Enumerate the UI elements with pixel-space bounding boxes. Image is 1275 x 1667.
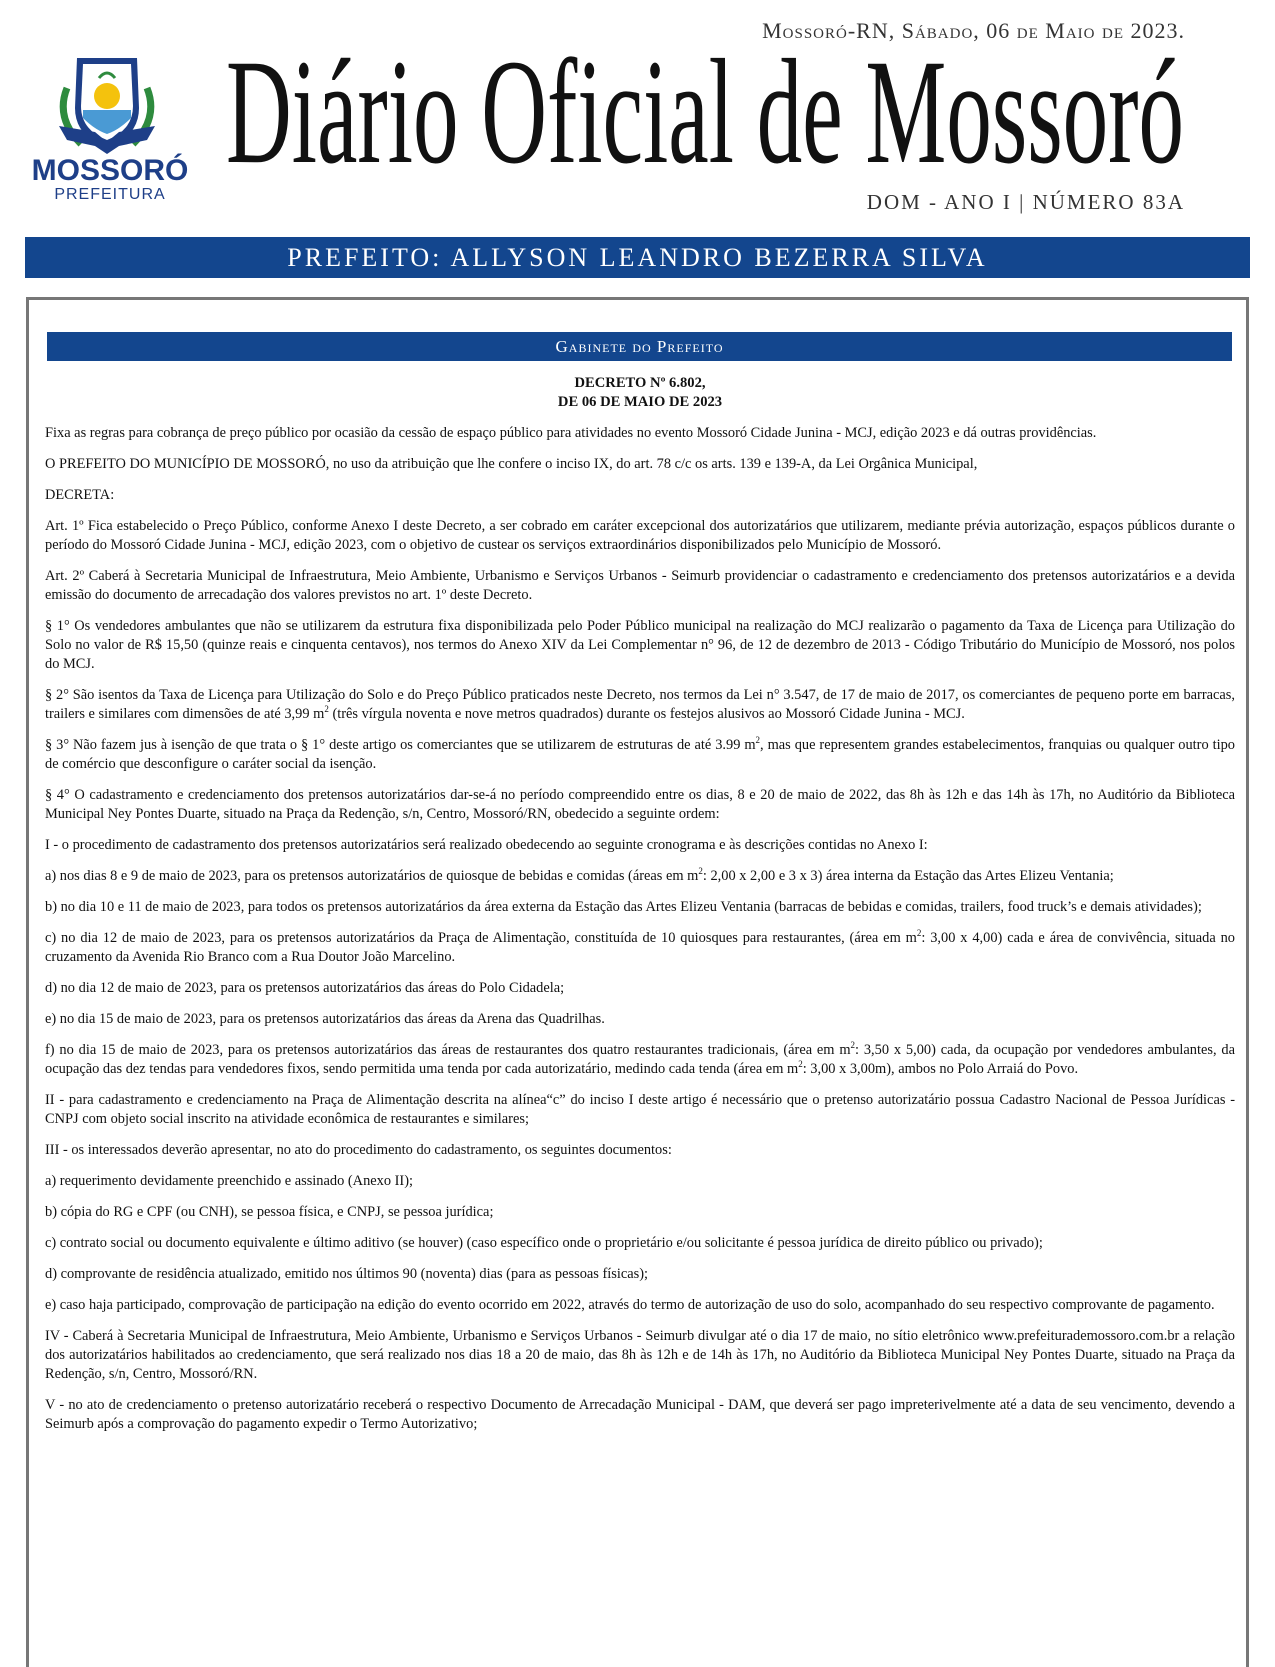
item-V: V - no ato de credenciamento o pretenso autorizatário receberá o respectivo Documento de Arrecadação Municipal - DAM, que deverá ser pago impreterivelmente até a data de seu vencimento, devendo a Seimurb após a comprovação do pagamento expedir o Termo Autorizativo; [45, 1397, 1235, 1432]
mayor-banner: PREFEITO: ALLYSON LEANDRO BEZERRA SILVA [25, 237, 1250, 278]
item-III-e: e) caso haja participado, comprovação de participação na edição do evento ocorrido em 2022, através do termo de autorização de uso do solo, acompanhado do seu respectivo comprovante de pagamento. [45, 1297, 1215, 1313]
issue-date: Mossoró-RN, Sábado, 06 de Maio de 2023. [762, 18, 1185, 43]
item-III: III - os interessados deverão apresentar, no ato do procedimento do cadastramento, os seguintes documentos: [45, 1142, 672, 1158]
article-1: Art. 1º Fica estabelecido o Preço Público, conforme Anexo I deste Decreto, a ser cobrado em caráter excepcional dos autorizatários que utilizarem, mediante prévia autorização, espaços públicos durante o período do Mossoró Cidade Junina - MCJ, edição 2023, com o objetivo de custear os serviços extraordinários disponibilizados pelo Município de Mossoró. [45, 518, 1235, 553]
decree-title [45, 374, 1235, 412]
decree-date: DE 06 DE MAIO DE 2023 [557, 394, 723, 410]
item-I-d: d) no dia 12 de maio de 2023, para os pretensos autorizatários das áreas do Polo Cidadela; [45, 980, 565, 996]
item-II: II - para cadastramento e credenciamento na Praça de Alimentação descrita na alínea“c” do inciso I deste artigo é necessário que o pretenso autorizatário possua Cadastro Nacional de Pessoa Jurídicas - CNPJ com objeto social inscrito na atividade econômica de restaurantes e similares; [45, 1092, 1235, 1127]
paragraph-2: § 2° São isentos da Taxa de Licença para Utilização do Solo e do Preço Público praticados neste Decreto, nos termos da Lei n° 3.547, de 17 de maio de 2017, os comerciantes de pequeno porte em barracas, trailers e similares com dimensões de até 3,99 $m^2$ (três vírgula noventa e nove metros quadrados) durante os festejos alusivos ao Mossoró Cidade Junina - MCJ. [45, 687, 1235, 722]
item-I-e: e) no dia 15 de maio de 2023, para os pretensos autorizatários das áreas da Arena das Quadrilhas. [45, 1011, 605, 1027]
paragraph-3: § 3° Não fazem jus à isenção de que trata o § 1° deste artigo os comerciantes que se utilizarem de estruturas de até 3.99 $m^2$, mas que representem grandes estabelecimentos, franquias ou qualquer outro tipo de comércio que desconfigure o caráter social da isenção. [45, 735, 1235, 772]
logo-subtitle: PREFEITURA [54, 186, 166, 203]
item-III-b: b) cópia do RG e CPF (ou CNH), se pessoa física, e CNPJ, se pessoa jurídica; [45, 1204, 494, 1220]
item-I-a: a) nos dias 8 e 9 de maio de 2023, para os pretensos autorizatários de quiosque de bebidas e comidas (áreas em $m^2$: 2,00 x 2,00 e 3 x 3) área interna da Estação das Artes Elizeu Ventania; [45, 866, 1114, 884]
logo-city-name: MOSSORÓ [31, 154, 189, 187]
decree-number: DECRETO Nº 6.802, [574, 375, 706, 391]
issue-number: DOM - ANO I | NÚMERO 83A [866, 190, 1185, 214]
paragraph-1: § 1° Os vendedores ambulantes que não se utilizarem da estrutura fixa disponibilizada pelo Poder Público municipal na realização do MCJ realizarão o pagamento da Taxa de Licença para Utilização do Solo no valor de R$ 15,50 (quinze reais e cinquenta centavos), nos termos do Anexo XIV da Lei Complementar n° 96, de 12 de dezembro de 2013 - Código Tributário do Município de Mossoró, nos polos do MCJ. [45, 618, 1235, 672]
section-title: Gabinete do Prefeito [47, 332, 1232, 361]
item-III-a: a) requerimento devidamente preenchido e assinado (Anexo II); [45, 1173, 414, 1189]
decreta: DECRETA: [45, 487, 115, 503]
masthead-title: Diário Oficial de Mossoró [226, 40, 1184, 180]
ementa: Fixa as regras para cobrança de preço público por ocasião da cessão de espaço público para atividades no evento Mossoró Cidade Junina - MCJ, edição 2023 e dá outras providências. [45, 425, 1097, 441]
item-I-b: b) no dia 10 e 11 de maio de 2023, para todos os pretensos autorizatários da área externa da Estação das Artes Elizeu Ventania (barracas de bebidas e comidas, trailers, food truck’s e demais atividades); [45, 899, 1202, 915]
item-I: I - o procedimento de cadastramento dos pretensos autorizatários será realizado obedecendo ao seguinte cronograma e às descrições contidas no Anexo I: [45, 837, 928, 853]
item-IV: IV - Caberá à Secretaria Municipal de Infraestrutura, Meio Ambiente, Urbanismo e Serviços Urbanos - Seimurb divulgar até o dia 17 de maio, no sítio eletrônico www.prefeiturademossoro.com.br a relação dos autorizatários habilitados ao credenciamento, que será realizado nos dias 18 a 20 de maio, das 8h às 12h e de 14h às 17h, no Auditório da Biblioteca Municipal Ney Pontes Duarte, situado na Praça da Redenção, s/n, Centro, Mossoró/RN. [45, 1328, 1235, 1382]
masthead [226, 40, 1186, 180]
item-I-f: f) no dia 15 de maio de 2023, para os pretensos autorizatários das áreas de restaurantes dos quatro restaurantes tradicionais, (área em $m^2$: 3,50 x 5,00) cada, da ocupação por vendedores ambulantes, da ocupação das dez tendas para vendedores fixos, sendo permitida uma tenda por cada autorizatário, medindo cada tenda (área em $m^2$: 3,00 x 3,00m), ambos no Polo Arraiá do Povo. [45, 1040, 1235, 1077]
preamble: O PREFEITO DO MUNICÍPIO DE MOSSORÓ, no uso da atribuição que lhe confere o inciso IX, do art. 78 c/c os arts. 139 e 139-A, da Lei Orgânica Municipal, [45, 456, 978, 472]
item-I-c: c) no dia 12 de maio de 2023, para os pretensos autorizatários da Praça de Alimentação, constituída de 10 quiosques para restaurantes, (área em $m^2$: 3,00 x 4,00) cada e área de convivência, situada no cruzamento da Avenida Rio Branco com a Rua Doutor João Marcelino. [45, 928, 1236, 965]
paragraph-4: § 4° O cadastramento e credenciamento dos pretensos autorizatários dar-se-á no período compreendido entre os dias, 8 e 20 de maio de 2022, das 8h às 12h e das 14h às 17h, no Auditório da Biblioteca Municipal Ney Pontes Duarte, situado na Praça da Redenção, s/n, Centro, Mossoró/RN, obedecido a seguinte ordem: [45, 787, 1235, 822]
item-III-c: c) contrato social ou documento equivalente e último aditivo (se houver) (caso específico onde o proprietário e/ou solicitante é pessoa jurídica de direito público ou privado); [45, 1235, 1043, 1251]
decree-body [45, 370, 1235, 1446]
article-2: Art. 2º Caberá à Secretaria Municipal de Infraestrutura, Meio Ambiente, Urbanismo e Serviços Urbanos - Seimurb providenciar o cadastramento e credenciamento dos pretensos autorizatários e a devida emissão do documento de arrecadação dos valores previstos no art. 1º deste Decreto. [45, 568, 1235, 603]
coat-of-arms-icon [47, 48, 167, 158]
content-frame [26, 297, 1249, 1667]
item-III-d: d) comprovante de residência atualizado, emitido nos últimos 90 (noventa) dias (para as pessoas físicas); [45, 1266, 649, 1282]
mossoro-logo [25, 48, 195, 203]
